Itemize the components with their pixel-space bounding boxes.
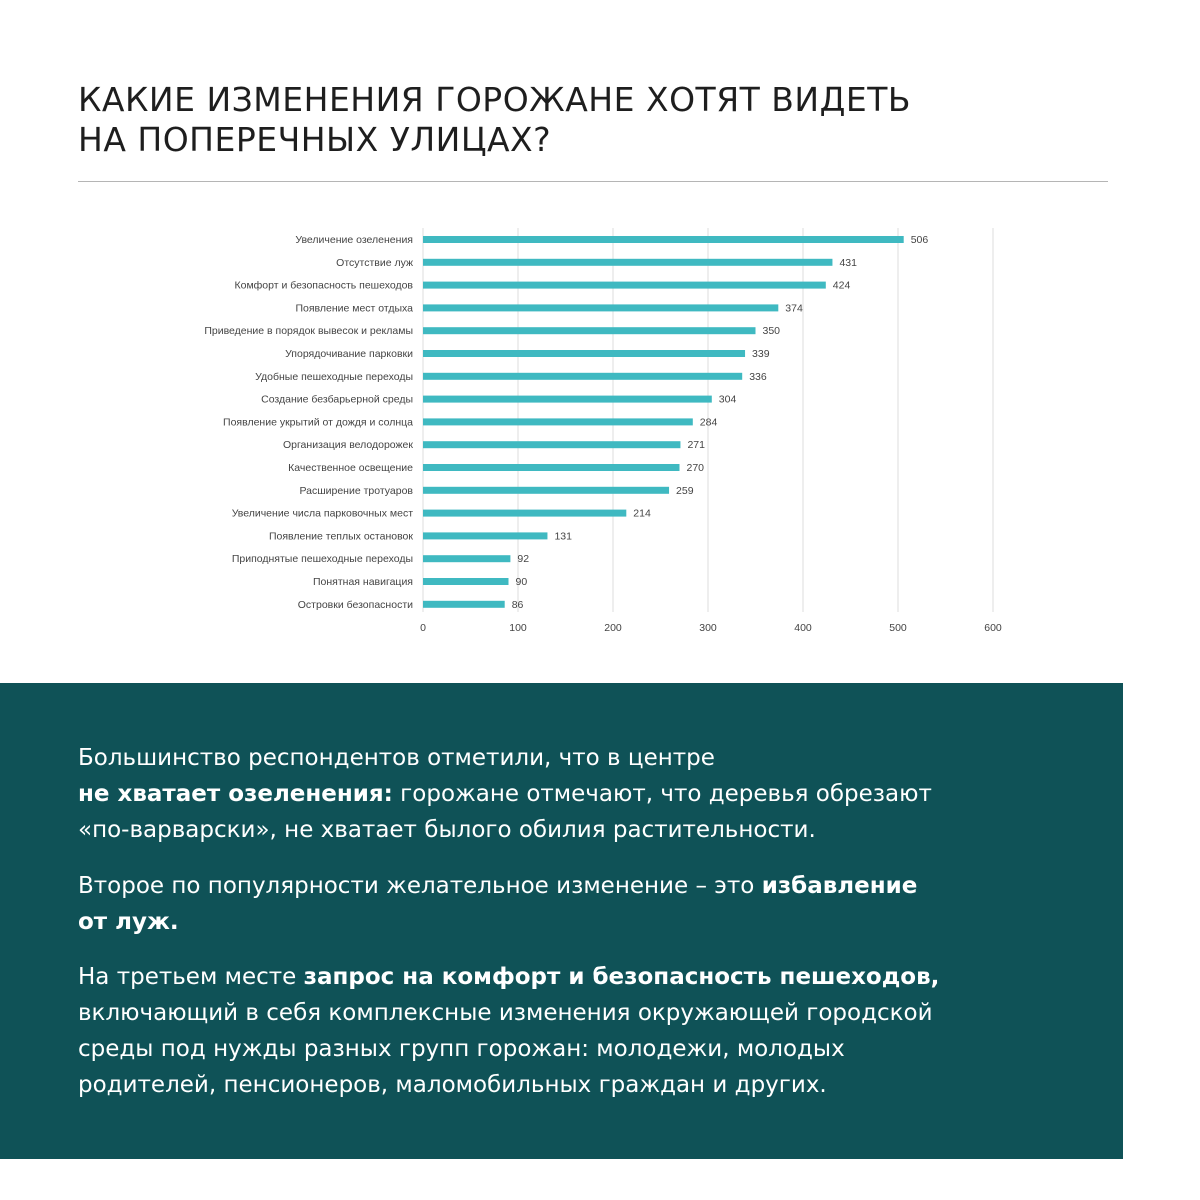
data-label: 431 (839, 256, 857, 269)
x-tick-label: 400 (794, 622, 812, 634)
category-label: Приведение в порядок вывесок и рекламы (204, 325, 413, 338)
data-label: 131 (554, 530, 572, 543)
category-label: Понятная навигация (312, 576, 413, 588)
x-tick-label: 300 (699, 622, 717, 634)
data-label: 350 (762, 325, 781, 338)
highlight-puddles-1: избавление (761, 873, 918, 899)
paragraph-3-line-1-plain: На третьем месте (78, 964, 304, 990)
category-label: Расширение тротуаров (299, 484, 413, 497)
bar (423, 282, 826, 289)
highlight-greenery: не хватает озеленения: (78, 781, 393, 807)
x-tick-label: 600 (984, 622, 1002, 634)
bar (423, 601, 505, 608)
category-label: Комфорт и безопасность пешеходов (234, 279, 413, 292)
paragraph-3-line-3: среды под нужды разных групп горожан: молодежи, молодых (78, 1036, 845, 1062)
paragraph-2-line-1-plain: Второе по популярности желательное изменение – это (78, 873, 762, 899)
data-label: 270 (686, 462, 705, 474)
bar (423, 327, 756, 334)
bar (423, 532, 547, 539)
x-tick-label: 500 (889, 622, 907, 634)
category-label: Создание безбарьерной среды (261, 393, 413, 406)
bar (423, 578, 509, 585)
category-label: Увеличение числа парковочных мест (231, 507, 413, 520)
data-label: 374 (785, 302, 803, 315)
category-label: Островки безопасности (297, 598, 413, 611)
x-tick-label: 0 (420, 622, 426, 634)
paragraph-3-line-4: родителей, пенсионеров, маломобильных граждан и других. (78, 1072, 827, 1098)
data-label: 336 (749, 370, 767, 383)
paragraph-1-line-3: «по-варварски», не хватает былого обилия растительности. (78, 817, 816, 843)
paragraph-2 (78, 868, 1078, 940)
category-label: Отсутствие луж (336, 256, 413, 269)
category-label: Организация велодорожек (282, 439, 413, 452)
paragraph-1-line-2 (78, 776, 1078, 812)
bar (423, 418, 693, 425)
category-label: Приподнятые пешеходные переходы (231, 553, 413, 566)
x-tick-label: 200 (604, 622, 622, 634)
highlight-pedestrians: запрос на комфорт и безопасность пешеходов, (303, 964, 940, 990)
data-label: 271 (687, 439, 705, 452)
bar (423, 487, 669, 494)
data-label: 284 (699, 416, 718, 429)
data-label: 304 (718, 393, 737, 406)
data-label: 92 (517, 553, 530, 566)
bar (423, 304, 778, 311)
data-label: 339 (752, 348, 770, 360)
paragraph-2-line-2 (78, 904, 1078, 940)
title-line-2: НА ПОПЕРЕЧНЫХ УЛИЦАХ? (78, 120, 552, 159)
data-label: 90 (515, 576, 528, 588)
bar (423, 350, 745, 357)
paragraph-3-line-2: включающий в себя комплексные изменения окружающей городской (78, 1000, 933, 1026)
category-label: Удобные пешеходные переходы (255, 370, 413, 383)
category-label: Появление теплых остановок (268, 530, 413, 543)
bar (423, 555, 510, 562)
category-label: Качественное освещение (288, 462, 413, 474)
paragraph-1-line-1: Большинство респондентов отметили, что в центре (78, 745, 715, 771)
paragraph-3 (78, 959, 1078, 1103)
data-label: 506 (910, 234, 929, 246)
bar-chart (0, 200, 1200, 650)
data-label: 214 (633, 507, 651, 520)
category-label: Упорядочивание парковки (285, 348, 413, 360)
data-label: 86 (511, 598, 524, 611)
category-label: Появление мест отдыха (295, 302, 413, 315)
category-label: Появление укрытий от дождя и солнца (223, 416, 413, 429)
paragraph-3-line-1 (78, 959, 1078, 995)
bar (423, 441, 680, 448)
bar (423, 464, 680, 471)
bar (423, 373, 742, 380)
title-line-1: КАКИЕ ИЗМЕНЕНИЯ ГОРОЖАНЕ ХОТЯТ ВИДЕТЬ (78, 80, 912, 119)
title-divider (78, 181, 1108, 182)
paragraph-1 (78, 740, 1078, 848)
data-label: 424 (832, 279, 851, 292)
data-label: 259 (676, 484, 694, 497)
bar (423, 510, 626, 517)
bar (423, 259, 832, 266)
paragraph-1-line-2-rest: горожане отмечают, что деревья обрезают (392, 781, 932, 807)
x-tick-label: 100 (509, 622, 527, 634)
highlight-puddles-2: от луж. (78, 909, 179, 935)
bar (423, 236, 904, 243)
page-title (78, 80, 1118, 160)
bar (423, 396, 712, 403)
category-label: Увеличение озеленения (295, 234, 413, 246)
paragraph-2-line-1 (78, 868, 1078, 904)
